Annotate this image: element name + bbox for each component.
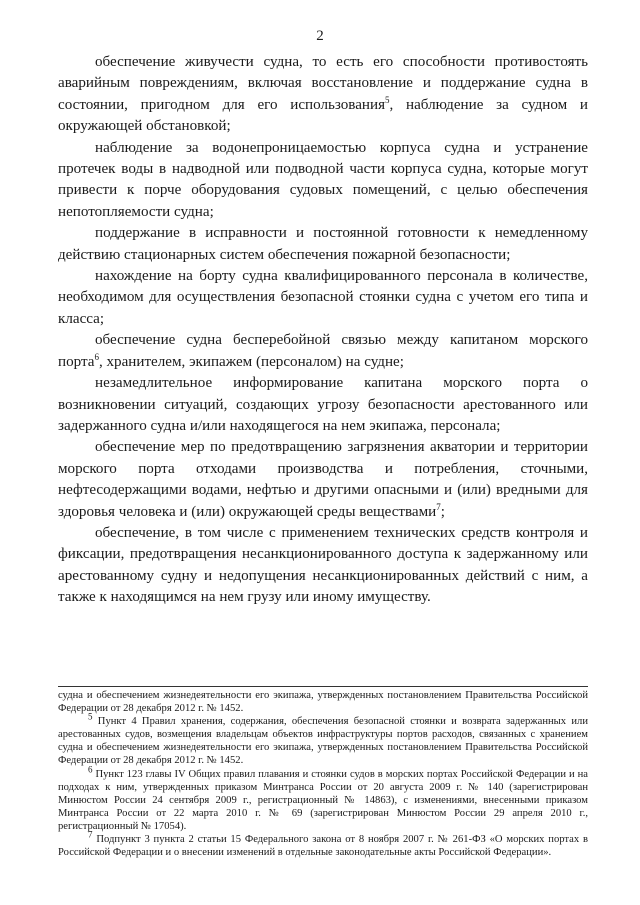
footnote: $^7$ Подпункт 3 пункта 2 статьи 15 Федерального закона от 8 ноября 2007 г. № 261-ФЗ «О морских портах в Российской Федерации и о внесении изменений в отдельные законодательные акты Российской Федерации». — [58, 829, 588, 859]
paragraph: нахождение на борту судна квалифицированного персонала в количестве, необходимом для осуществления безопасной стоянки судна с учетом его типа и класса; — [58, 268, 588, 327]
paragraph: обеспечение, в том числе с применением технических средств контроля и фиксации, предотвращения несанкционированного доступа к задержанному или арестованному судну и недопущения несанкционированных действий с ним, а также к находящимся на нем грузу или иному имуществу. — [58, 524, 588, 606]
footnote-marker: 6 — [88, 764, 93, 775]
footnote: $^6$ Пункт 123 главы IV Общих правил плавания и стоянки судов в морских портах Российской Федерации и на подходах к ним, утвержденных приказом Минтранса России от 20 августа 2009 г. № 140 (зарегистрирован Минюстом России 24 сентября 2009 г., регистрационный № 14863), с изменениями, внесенными приказом Минтранса России от 22 марта 2010 г. № 69 (зарегистрирован Минюстом России 29 апреля 2010 г., регистрационный № 17054). — [58, 764, 588, 832]
footnote-ref: 6 — [94, 351, 99, 362]
footnote-ref: 5 — [385, 94, 390, 105]
page-number: 2 — [316, 28, 324, 44]
paragraph: обеспечение мер по предотвращению загрязнения акватории и территории морского порта отходами производства и потребления, сточными, нефтесодержащими водами, нефтью и другими опасными и (или) вредными для здоровья человека и (или) окружающей среды веществами$^7$; — [58, 439, 588, 520]
footnote-marker: 7 — [88, 829, 93, 840]
footnote-ref: 7 — [436, 501, 441, 512]
paragraph: незамедлительное информирование капитана морского порта о возникновении ситуаций, создающих угрозу безопасности арестованного или задержанного судна и/или находящегося на нем экипажа, персонала; — [58, 375, 588, 434]
footnote-continuation: судна и обеспечением жизнедеятельности его экипажа, утвержденных постановлением Правительства Российской Федерации от 28 декабря 2012 г. № 1452. — [58, 690, 588, 715]
footnotes — [58, 689, 588, 859]
paragraph: поддержание в исправности и постоянной готовности к немедленному действию стационарных систем обеспечения пожарной безопасности; — [58, 225, 588, 263]
paragraph: обеспечение живучести судна, то есть его способности противостоять аварийным повреждениям, включая восстановление и поддержание судна в состоянии, пригодном для его использования$^5$, наблюдение за судном и окружающей обстановкой; — [58, 54, 588, 135]
footnote: $^5$ Пункт 4 Правил хранения, содержания, обеспечения безопасной стоянки и возврата задержанных или арестованных судов, возмещения владельцам объектов инфраструктуры портов расходов, связанных с хранением судна и обеспечением жизнедеятельности его экипажа, утвержденных постановлением Правительства Российской Федерации от 28 декабря 2012 г. № 1452. — [58, 711, 588, 767]
paragraph: обеспечение судна бесперебойной связью между капитаном морского порта$^6$, хранителем, экипажем (персоналом) на судне; — [58, 332, 588, 370]
footnote-divider — [58, 686, 588, 687]
paragraph: наблюдение за водонепроницаемостью корпуса судна и устранение протечек воды в надводной или подводной части корпуса судна, которые могут привести к порче оборудования судовых помещений, с целью обеспечения непотопляемости судна; — [58, 139, 588, 220]
footnote-marker: 5 — [88, 711, 93, 722]
body-text — [58, 52, 588, 609]
